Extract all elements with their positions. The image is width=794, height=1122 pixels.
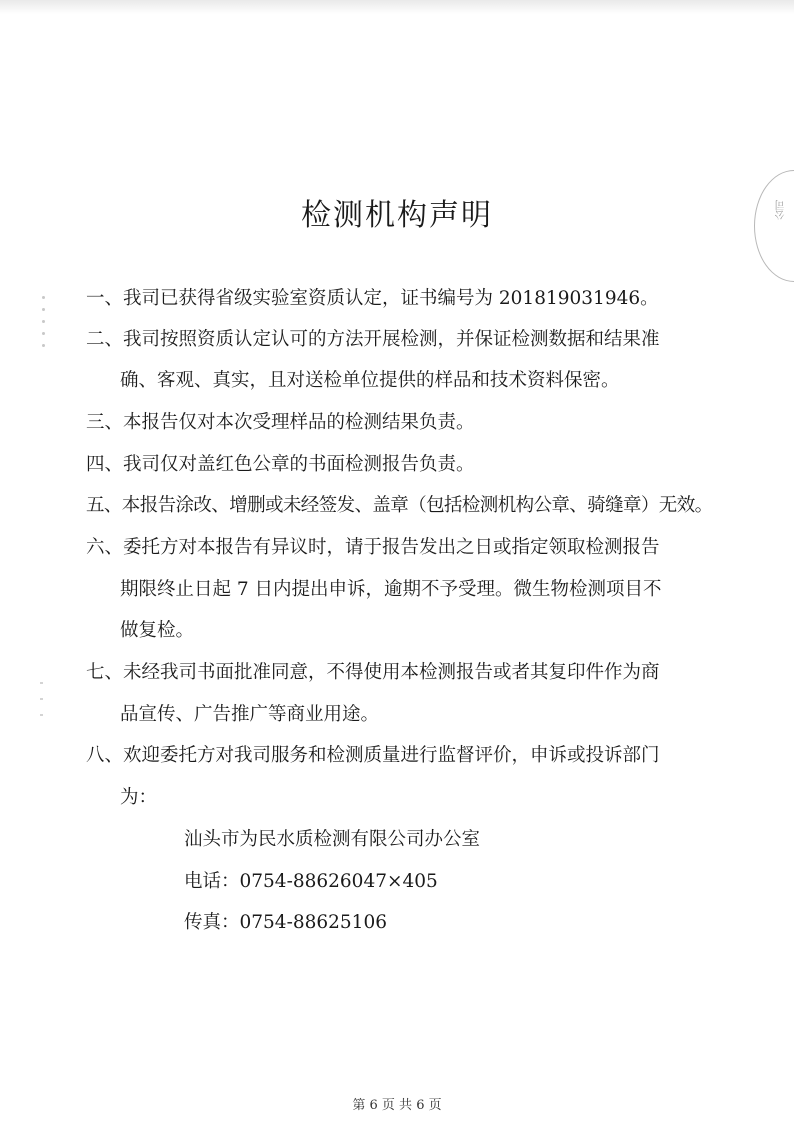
statement-6-line-2: 期限终止日起 7 日内提出申诉，逾期不予受理。微生物检测项目不 <box>120 579 662 600</box>
statement-7-line-2: 品宣传、广告推广等商业用途。 <box>120 704 380 725</box>
statement-2-line-2: 确、客观、真实，且对送检单位提供的样品和技术资料保密。 <box>120 370 620 391</box>
statement-8-line-1: 八、欢迎委托方对我司服务和检测质量进行监督评价，申诉或投诉部门 <box>86 745 660 766</box>
statement-2-line-1: 二、我司按照资质认定认可的方法开展检测，并保证检测数据和结果准 <box>86 329 660 350</box>
contact-office: 汕头市为民水质检测有限公司办公室 <box>184 829 481 850</box>
statement-6-line-1: 六、委托方对本报告有异议时，请于报告发出之日或指定领取检测报告 <box>86 537 660 558</box>
scan-top-edge <box>0 0 794 14</box>
seal-stamp-text: 公司 <box>776 200 787 220</box>
statement-8-line-2: 为： <box>120 787 158 808</box>
statement-1-line-1: 一、我司已获得省级实验室资质认定，证书编号为 201819031946。 <box>86 288 659 309</box>
binding-hole-marks-lower <box>40 682 46 732</box>
page-number-footer: 第 6 页 共 6 页 <box>352 1098 442 1113</box>
contact-fax: 传真：0754-88625106 <box>184 912 387 933</box>
page-title: 检测机构声明 <box>301 198 493 233</box>
statement-6-line-3: 做复检。 <box>120 620 195 641</box>
statement-3-line-1: 三、本报告仅对本次受理样品的检测结果负责。 <box>86 412 475 433</box>
statement-7-line-1: 七、未经我司书面批准同意，不得使用本检测报告或者其复印件作为商 <box>86 662 660 683</box>
statement-4-line-1: 四、我司仅对盖红色公章的书面检测报告负责。 <box>86 454 475 475</box>
statement-5-line-1: 五、本报告涂改、增删或未经签发、盖章（包括检测机构公章、骑缝章）无效。 <box>86 495 713 516</box>
contact-phone: 电话：0754-88626047×405 <box>184 871 438 892</box>
binding-hole-marks <box>42 296 48 356</box>
